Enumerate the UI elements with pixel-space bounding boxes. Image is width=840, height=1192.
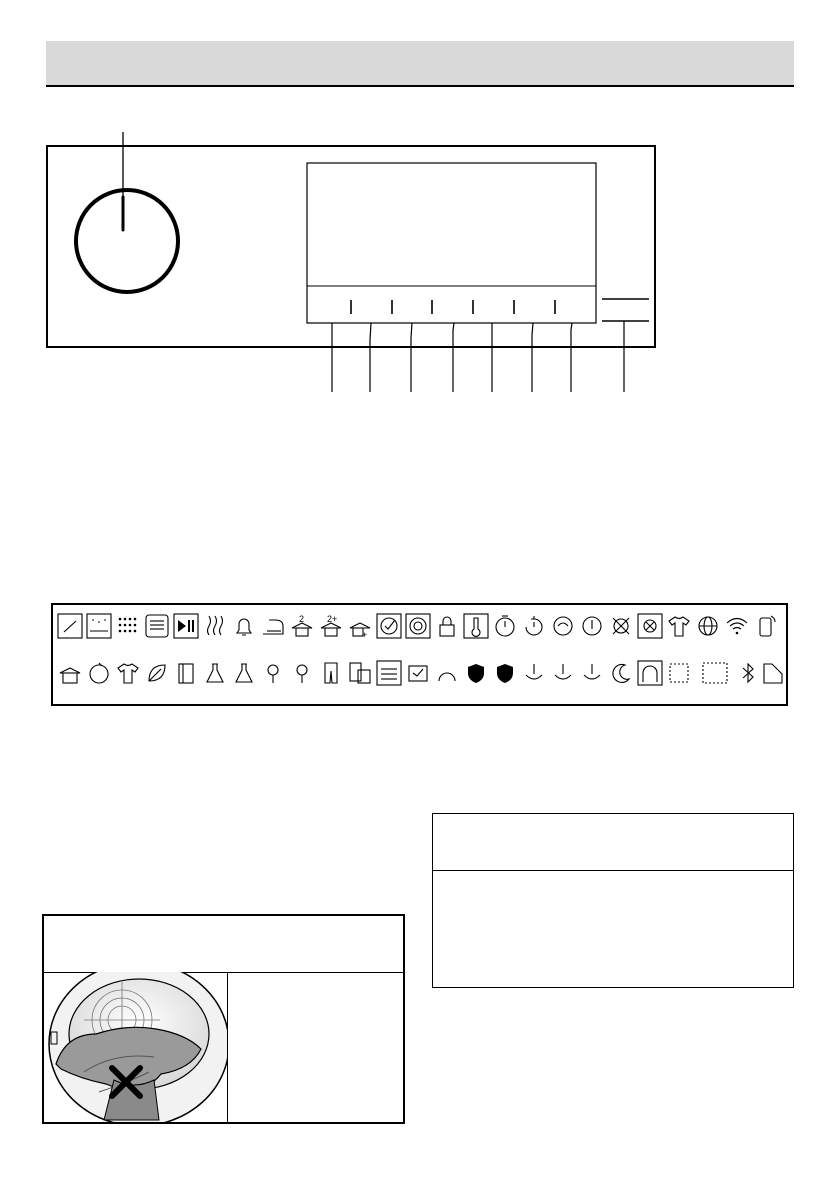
water-drop-icon [526,664,542,679]
flask-drop-icon [207,664,223,682]
start-pause-icon [174,614,198,638]
flask-icon [236,664,252,682]
drum-door-icon [638,661,662,685]
control-panel-diagram [0,0,840,400]
eco-circle-icon [90,663,108,683]
display-screen [307,163,596,323]
water-plus2-icon [584,664,600,679]
cycle-refresh-icon [554,617,572,635]
basket-check-icon [409,666,427,681]
blanket-icon [670,664,688,682]
svg-text:2+: 2+ [327,614,338,624]
list-icon [146,615,168,637]
hanger-plus-icon [350,623,370,640]
timer-icon [496,616,514,636]
water-level-icon [764,664,782,683]
dots-icon [119,618,137,633]
no-spin-icon [613,618,629,634]
steam-icon [208,616,223,635]
phone-icon [760,616,775,636]
wifi-icon [727,619,747,635]
bluetooth-icon [743,664,753,682]
warning-box [42,914,405,1124]
shield-plus-icon [468,664,484,683]
moon-icon [613,664,629,682]
drum-rotate-icon [406,614,430,638]
side-button [602,299,649,321]
fan-icon [638,614,662,638]
brush-icon [58,614,82,638]
globe-icon [699,617,717,635]
cotton-icon [297,665,307,683]
thermometer-icon [464,614,488,638]
jeans-icon [325,663,337,683]
svg-text:2: 2 [299,614,305,624]
power-circle-icon [583,617,601,635]
hanger-basket-icon [60,668,80,683]
symbol-strip [51,603,788,706]
symbol-grid [53,605,786,704]
quick-dry-icon [439,673,455,681]
shirt-refresh-icon [118,664,138,683]
dryer-drum-overload-icon [44,972,228,1122]
warning-header [44,916,403,973]
lock-icon [440,617,454,636]
svg-text:+: + [362,630,368,640]
filter-icon [87,614,111,638]
cotton-eco-icon [268,665,278,683]
hygiene-icon [703,663,727,683]
water-plus-icon [555,664,571,679]
callout-lines [332,321,624,392]
power-knob-icon [76,132,178,292]
leaf-icon [149,665,165,681]
mixed-icon [350,663,370,683]
bell-icon [237,619,251,635]
iron-icon [263,620,283,634]
shield-timer-icon [497,664,513,683]
hanger-2-icon [292,614,312,636]
display-buttons [351,300,555,314]
note-box [432,813,794,988]
shirt-icon [669,617,689,636]
towel-icon [179,664,193,683]
hanger-2plus-icon [321,614,341,636]
note-header [433,814,793,871]
stack-icon [377,661,401,685]
check-circle-icon [377,614,401,638]
delay-icon [526,616,542,635]
